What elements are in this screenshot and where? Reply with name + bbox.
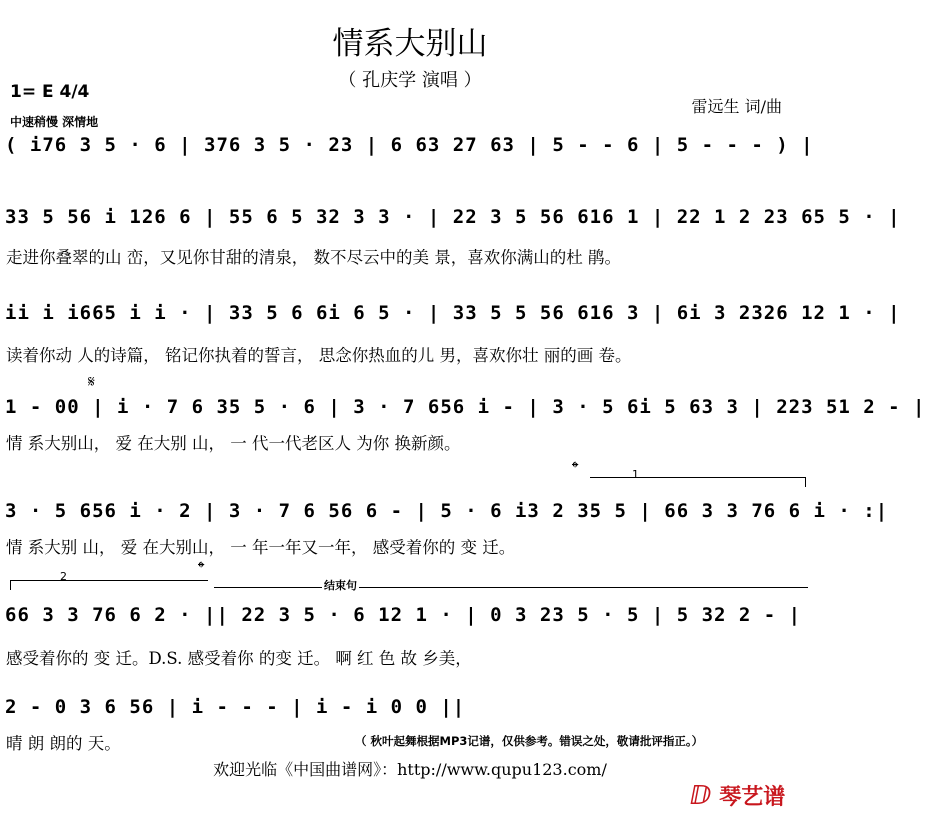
coda-icon: 𝄌 xyxy=(198,558,205,579)
logo-text: 琴艺谱 xyxy=(719,785,786,810)
ending-2-bracket xyxy=(10,580,208,581)
lyric-row-6: 感受着你的 变 迁。D.S. 感受着你 的变 迁。 啊 红 色 故 乡美， xyxy=(6,649,472,668)
end-phrase-label: 结束句 xyxy=(324,579,357,592)
site-logo xyxy=(690,780,785,811)
notation-row-5: 3 · 5 656 i · 2 | 3 · 7 6 56 6 - | 5 · 6 i3 2 35 5 | 66 3 3 76 6 i · :| xyxy=(5,500,889,522)
end-phrase-line xyxy=(214,587,808,588)
lyric-row-3: 读着你动 人的诗篇， 铭记你执着的誓言， 思念你热血的儿 男，喜欢你壮 丽的画 卷。 xyxy=(6,346,632,365)
transcription-remark: （ 秋叶起舞根据MP3记谱，仅供参考。错误之处，敬请批评指正。） xyxy=(355,734,704,748)
coda-icon: 𝄌 xyxy=(572,458,579,479)
ending-2-bracket-start xyxy=(10,580,11,590)
website-footer: 欢迎光临《中国曲谱网》：http://www.qupu123.com/ xyxy=(213,760,607,779)
logo-mark-icon: ⅅ xyxy=(690,781,712,811)
ending-1-bracket-end xyxy=(805,477,806,487)
segno-icon: 𝄋 xyxy=(88,372,95,391)
lyric-row-7: 晴 朗 朗的 天。 xyxy=(6,734,121,753)
ending-1-label: 1 xyxy=(632,468,639,481)
ending-1-bracket xyxy=(590,477,805,478)
notation-row-6: 66 3 3 76 6 2 · || 22 3 5 · 6 12 1 · | 0 3 23 5 · 5 | 5 32 2 - | xyxy=(5,604,802,626)
lyric-row-2: 走进你叠翠的山 峦，又见你甘甜的清泉， 数不尽云中的美 景，喜欢你满山的杜 鹃。 xyxy=(6,248,621,267)
singer-credit: （ 孔庆学 演唱 ） xyxy=(338,70,482,91)
ending-2-label: 2 xyxy=(60,570,67,583)
notation-row-7: 2 - 0 3 6 56 | i - - - | i - i 0 0 || xyxy=(5,696,466,718)
key-signature: 1= E 4/4 xyxy=(10,82,90,102)
lyric-row-4: 情 系大别山， 爱 在大别 山， 一 代一代老区人 为你 换新颜。 xyxy=(6,434,461,453)
lyric-row-5: 情 系大别 山， 爱 在大别山， 一 年一年又一年， 感受着你的 变 迁。 xyxy=(6,538,516,557)
tempo-marking: 中速稍慢 深情地 xyxy=(10,115,99,129)
notation-row-2: 33 5 56 i 126 6 | 55 6 5 32 3 3 · | 22 3 5 56 616 1 | 22 1 2 23 65 5 · | xyxy=(5,206,901,228)
notation-row-1: ( i76 3 5 · 6 | 376 3 5 · 23 | 6 63 27 63 | 5 - - 6 | 5 - - - ) | xyxy=(5,134,814,156)
notation-row-3: ii i i665 i i · | 33 5 6 6i 6 5 · | 33 5 5 56 616 3 | 6i 3 2326 12 1 · | xyxy=(5,302,901,324)
notation-row-4: 1 - 00 | i · 7 6 35 5 · 6 | 3 · 7 656 i - | 3 · 5 6i 5 63 3 | 223 51 2 - | xyxy=(5,396,925,418)
song-title: 情系大别山 xyxy=(332,26,488,62)
lyricist-composer: 雷远生 词/曲 xyxy=(691,97,782,116)
